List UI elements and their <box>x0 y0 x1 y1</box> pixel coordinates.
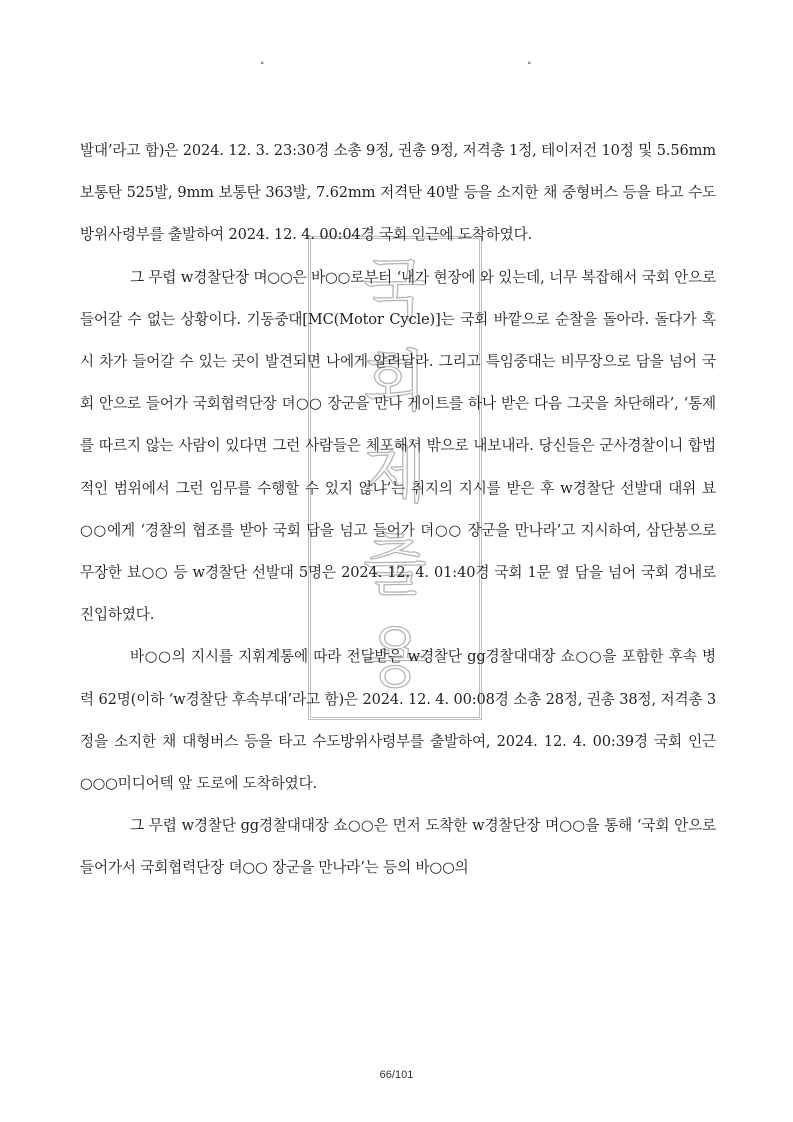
paragraph: 그 무렵 w경찰단장 며○○은 바○○로부터 ‘내가 현장에 와 있는데, 너무 복잡해서 국회 안으로 들어갈 수 없는 상황이다. 기동중대[MC(Motor Cycle)]는 국회 바깥으로 순찰을 돌아라. 돌다가 혹시 차가 들어갈 수 있는 곳이 발견되면 나에게 알려달라. 그리고 특임중대는 비무장으로 담을 넘어 국회 안으로 들어가 국회협력단장 뎌○○ 장군을 만나 게이트를 하나 받은 다음 그곳을 차단해라’, ‘통제를 따르지 않는 사람이 있다면 그런 사람들은 체포해서 밖으로 내보내라. 당신들은 군사경찰이니 합법적인 범위에서 그런 임무를 수행할 수 있지 않냐’는 취지의 지시를 받은 후 w경찰단 선발대 대위 뵤○○에게 ‘경찰의 협조를 받아 국회 담을 넘고 들어가 뎌○○ 장군을 만나라’고 지시하여, 삼단봉으로 무장한 뵤○○ 등 w경찰단 선발대 5명은 2024. 12. 4. 01:40경 국회 1문 옆 담을 넘어 국회 경내로 진입하였다. <box>80 268 716 624</box>
paragraph: 그 무렵 w경찰단 gg경찰대대장 쇼○○은 먼저 도착한 w경찰단장 며○○을 통해 ‘국회 안으로 들어가서 국회협력단장 뎌○○ 장군을 만나라’는 등의 바○○의 <box>80 817 716 877</box>
document-body <box>80 130 716 890</box>
paragraph: 발대’라고 함)은 2024. 12. 3. 23:30경 소총 9정, 권총 9정, 저격총 1정, 테이저건 10정 및 5.56mm 보통탄 525발, 9mm 보통탄 363발, 7.62mm 저격탄 40발 등을 소지한 채 중형버스 등을 타고 수도방위사령부를 출발하여 2024. 12. 4. 00:04경 국회 인근에 도착하였다. <box>80 142 716 244</box>
header-mark-left: ˚ <box>260 63 265 73</box>
watermark-char: 국 <box>363 251 427 328</box>
watermark-char: 제 <box>363 435 427 512</box>
header-mark-right: ˚ <box>527 63 532 73</box>
watermark-char: 용 <box>363 619 427 696</box>
page-number: 66/101 <box>379 1069 414 1081</box>
watermark-char: 회 <box>363 343 427 420</box>
watermark-char: 출 <box>363 527 427 604</box>
paragraph: 바○○의 지시를 지휘계통에 따라 전달받은 w경찰단 gg경찰대대장 쇼○○을 포함한 후속 병력 62명(이하 ‘w경찰단 후속부대’라고 함)은 2024. 12. 4. 00:08경 소총 28정, 권총 38정, 저격총 3정을 소지한 채 대형버스 등을 타고 수도방위사령부를 출발하여, 2024. 12. 4. 00:39경 국회 인근 ○○○미디어텍 앞 도로에 도착하였다. <box>80 648 716 793</box>
